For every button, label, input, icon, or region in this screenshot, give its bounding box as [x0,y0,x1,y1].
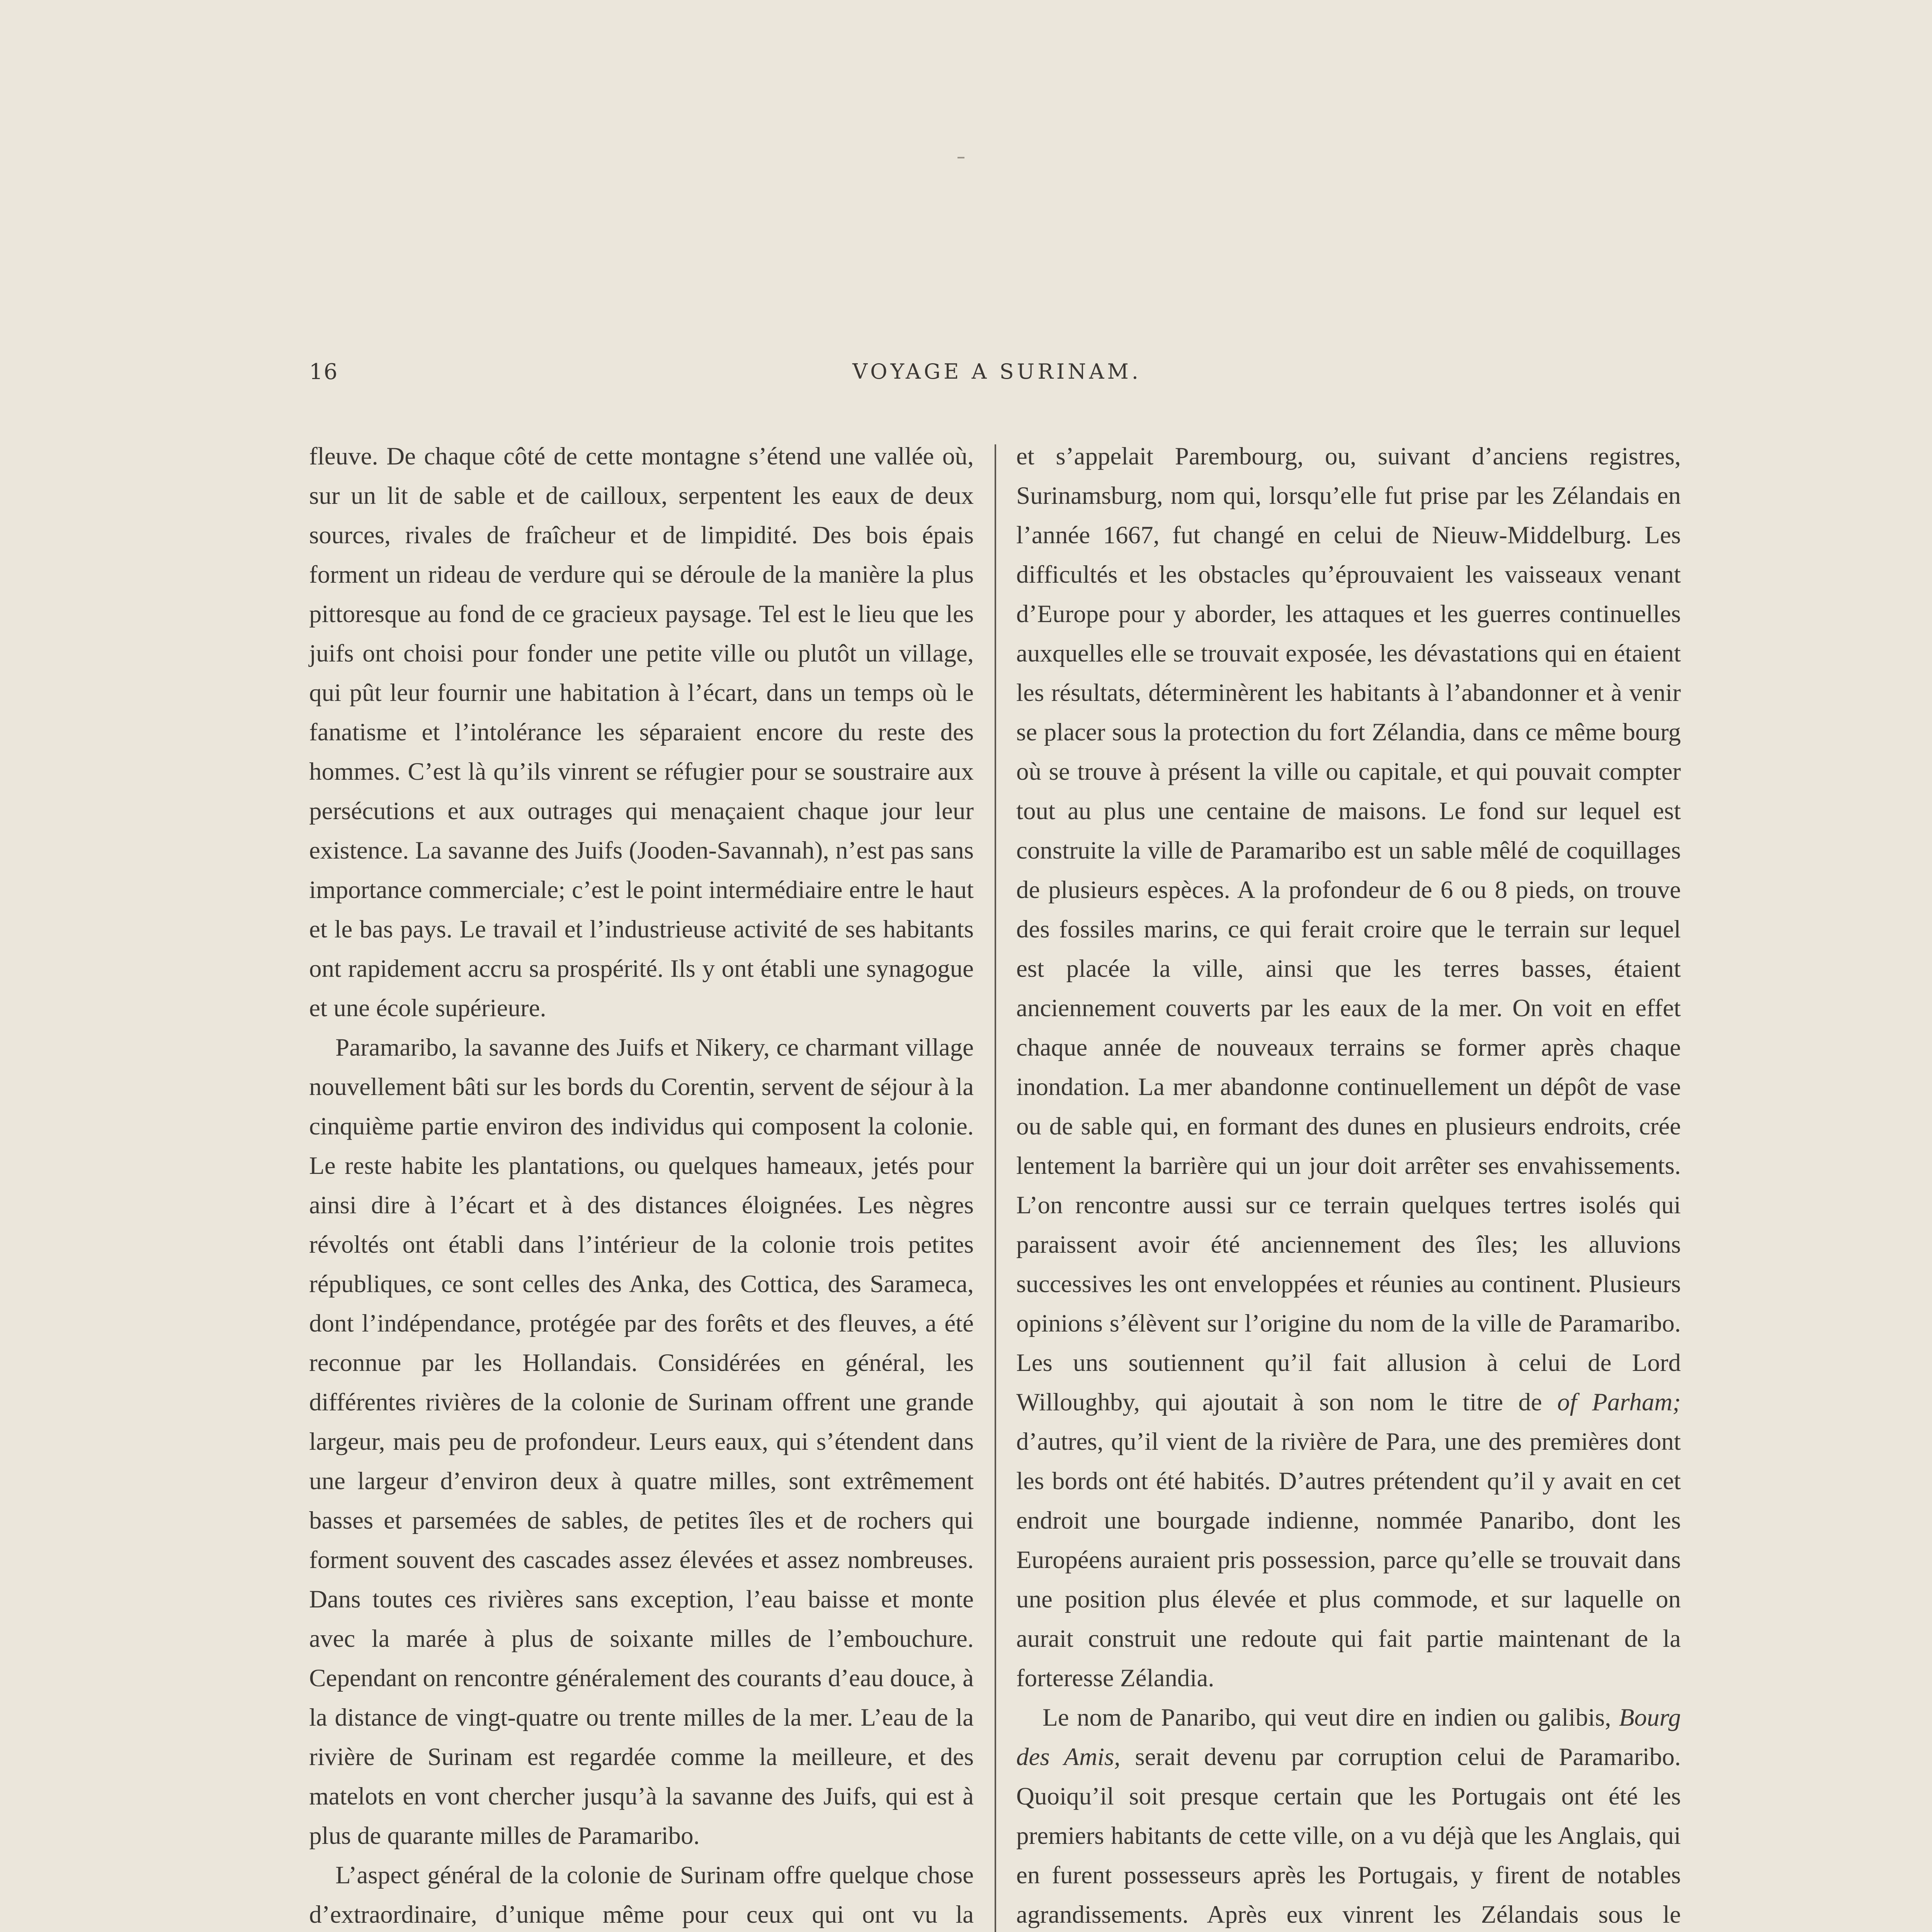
italic-text: Bourg des Amis, [1016,1704,1681,1771]
page-number: 16 [309,359,338,384]
printer-mark [957,157,964,158]
page-header [309,359,1685,390]
paragraph [1016,1698,1681,1932]
column-divider [995,444,996,1932]
paragraph-text: Le nom de Panaribo, qui veut dire en indien ou galibis, [1043,1704,1611,1731]
left-column [309,437,974,1932]
paragraph-text: et s’appelait Parembourg, ou, suivant d’anciens registres, Surinamsburg, nom qui, lorsqu’elle fut prise par les Zélandais en l’année 1667, fut changé en celui de Nieuw-Middelburg. Les difficultés et les obstacles qu’éprouvaient les vaisseaux venant d’Europe pour y aborder, les attaques et les guerres continuelles auxquelles elle se trouvait exposée, les dévastations qui en étaient les résultats, déterminèrent les habitants à l’abandonner et à venir se placer sous la protection du fort Zélandia, dans ce même bourg où se trouve à présent la ville ou capitale, et qui pouvait compter tout au plus une centaine de maisons. Le fond sur lequel est construite la ville de Paramaribo est un sable mêlé de coquillages de plusieurs espèces. A la profondeur de 6 ou 8 pieds, on trouve des fossiles marins, ce qui ferait croire que le terrain sur lequel est placée la ville, ainsi que les terres basses, étaient anciennement couverts par les eaux de la mer. On voit en effet chaque année de nouveaux terrains se former après chaque inondation. La mer abandonne continuellement un dépôt de vase ou de sable qui, en formant des dunes en plusieurs endroits, crée lentement la barrière qui un jour doit arrêter ses envahissements. L’on rencontre aussi sur ce terrain quelques tertres isolés qui paraissent avoir été anciennement des îles; les alluvions successives les ont enveloppées et réunies au continent. Plusieurs opinions s’élèvent sur l’origine du nom de la ville de Paramaribo. Les uns soutiennent qu’il fait allusion à celui de Lord Willoughby, qui ajoutait à son nom le titre de [1016,442,1681,1416]
paragraph-text: serait devenu par corruption celui de Paramaribo. Quoiqu’il soit presque certain que les Portugais ont été les premiers habitants de cette ville, on a vu déjà que les Anglais, qui en furent possesseurs après les Portugais, y firent de notables agrandissements. Après eux vinrent les Zélandais sous le [1016,1743,1681,1929]
right-column [1016,437,1681,1932]
paragraph-text: d’autres, qu’il vient de la rivière de Para, une des premières dont les bords ont été habités. D’autres prétendent qu’il y avait en cet endroit une bourgade indienne, nommée Panaribo, dont les Européens auraient pris possession, parce qu’elle se trouvait dans une position plus élevée et plus commode, et sur laquelle on aurait construit une redoute qui fait partie maintenant de la forteresse Zélandia. [1016,1428,1681,1692]
paragraph: fleuve. De chaque côté de cette montagne s’étend une vallée où, sur un lit de sable et de cailloux, serpentent les eaux de deux sources, rivales de fraîcheur et de limpidité. Des bois épais forment un rideau de verdure qui se déroule de la manière la plus pittoresque au fond de ce gracieux paysage. Tel est le lieu que les juifs ont choisi pour fonder une petite ville ou plutôt un village, qui pût leur fournir une habitation à l’écart, dans un temps où le fanatisme et l’intolérance les séparaient encore du reste des hommes. C’est là qu’ils vinrent se réfugier pour se soustraire aux persécutions et aux outrages qui menaçaient chaque jour leur existence. La savanne des Juifs (Jooden-Savannah), n’est pas sans importance commerciale; c’est le point intermédiaire entre le haut et le bas pays. Le travail et l’industrieuse activité de ses habitants ont rapidement accru sa prospérité. Ils y ont établi une synagogue et une école supérieure. [309,442,974,1022]
paragraph: L’aspect général de la colonie de Surinam offre quelque chose d’extraordinaire, d’unique même pour ceux qui ont vu la [309,1861,974,1929]
paragraph: Paramaribo, la savanne des Juifs et Nikery, ce charmant village nouvellement bâti sur les bords du Corentin, servent de séjour à la cinquième partie environ des individus qui composent la colonie. Le reste habite les plantations, ou quelques hameaux, jetés pour ainsi dire à l’écart et à des distances éloignées. Les nègres révoltés ont établi dans l’intérieur de la colonie trois petites républiques, ce sont celles des Anka, des Cottica, des Sarameca, dont l’indépendance, protégée par des forêts et des fleuves, a été reconnue par les Hollandais. Considérées en général, les différentes rivières de la colonie de Surinam offrent une grande largeur, mais peu de profondeur. Leurs eaux, qui s’étendent dans une largeur d’environ deux à quatre milles, sont extrêmement basses et parsemées de sables, de petites îles et de rochers qui forment souvent des cascades assez élevées et assez nombreuses. Dans toutes ces rivières sans exception, l’eau baisse et monte avec la marée à plus de soixante milles de l’embouchure. Cependant on rencontre généralement des courants d’eau douce, à la distance de vingt-quatre ou trente milles de la mer. L’eau de la rivière de Surinam est regardée comme la meilleure, et des matelots en vont chercher jusqu’à la savanne des Juifs, qui est à plus de quarante milles de Paramaribo. [309,1034,974,1850]
running-title: VOYAGE A SURINAM. [852,359,1141,384]
italic-text: of Parham; [1557,1388,1681,1416]
paragraph [1016,437,1681,1698]
